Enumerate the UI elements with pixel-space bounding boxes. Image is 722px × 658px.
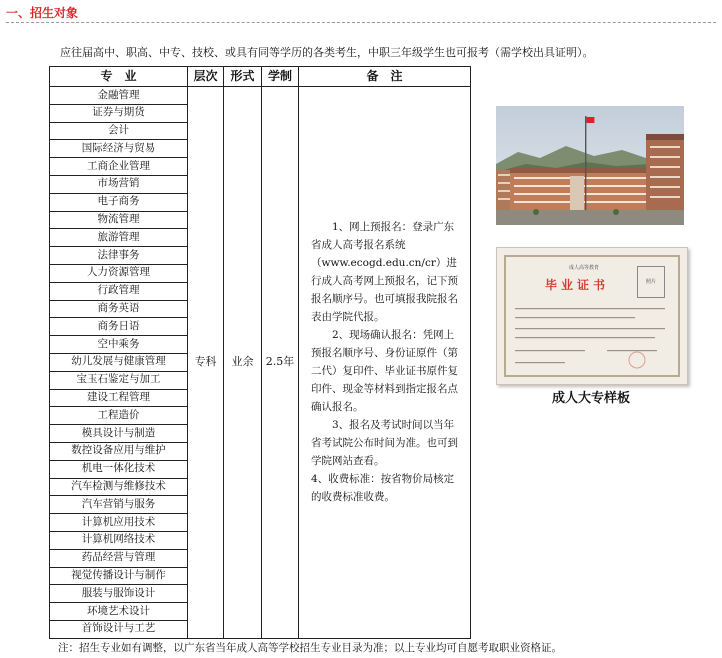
major-cell: 药品经营与管理: [50, 549, 188, 567]
note-paragraph: 2、现场确认报名：凭网上预报名顺序号、身份证原件（第二代）复印件、毕业证书原件复印件、现金等材料到指定报名点确认报名。: [311, 329, 458, 414]
major-cell: 电子商务: [50, 193, 188, 211]
major-cell: 幼儿发展与健康管理: [50, 353, 188, 371]
certificate-sample: [496, 247, 688, 385]
table-row: [50, 87, 471, 105]
major-cell: 机电一体化技术: [50, 460, 188, 478]
major-cell: 视觉传播设计与制作: [50, 567, 188, 585]
certificate-header: 成人高等教育: [569, 265, 600, 271]
enrollment-table: [49, 66, 471, 639]
header-notes: 备 注: [299, 67, 471, 87]
header-form: 形式: [224, 67, 262, 87]
major-cell: 建设工程管理: [50, 389, 188, 407]
major-cell: 行政管理: [50, 282, 188, 300]
campus-photo: [496, 106, 684, 225]
major-cell: 工商企业管理: [50, 158, 188, 176]
heading-divider: [6, 22, 716, 23]
notes-cell: [299, 87, 471, 639]
major-cell: 首饰设计与工艺: [50, 620, 188, 638]
major-cell: 空中乘务: [50, 336, 188, 354]
section-heading: 一、招生对象: [6, 6, 79, 20]
table-header-row: [50, 67, 471, 87]
major-cell: 汽车营销与服务: [50, 496, 188, 514]
campus-photo-graphic: [496, 106, 684, 225]
major-cell: 工程造价: [50, 407, 188, 425]
major-cell: 人力资源管理: [50, 264, 188, 282]
major-cell: 金融管理: [50, 87, 188, 105]
certificate-text-lines: [497, 248, 687, 384]
certificate-caption: 成人大专样板: [551, 391, 630, 406]
major-cell: 物流管理: [50, 211, 188, 229]
major-cell: 商务英语: [50, 300, 188, 318]
header-duration: 学制: [262, 67, 299, 87]
intro-text: 应往届高中、职高、中专、技校、或具有同等学历的各类考生，中职三年级学生也可报考（需学校出具证明）。: [60, 46, 594, 59]
duration-cell: 2.5年: [262, 87, 299, 639]
major-cell: 计算机应用技术: [50, 514, 188, 532]
note-paragraph: 4、收费标准：按省物价局核定的收费标准收费。: [311, 473, 455, 504]
major-cell: 数控设备应用与维护: [50, 442, 188, 460]
major-cell: 汽车检测与维修技术: [50, 478, 188, 496]
header-level: 层次: [188, 67, 224, 87]
major-cell: 旅游管理: [50, 229, 188, 247]
major-cell: 市场营销: [50, 175, 188, 193]
major-cell: 模具设计与制造: [50, 425, 188, 443]
note-paragraph: 3、报名及考试时间以当年省考试院公布时间为准。也可到学院网站查看。: [311, 419, 458, 468]
form-cell: 业余: [224, 87, 262, 639]
header-major: 专 业: [50, 67, 188, 87]
major-cell: 证券与期货: [50, 104, 188, 122]
major-cell: 商务日语: [50, 318, 188, 336]
major-cell: 国际经济与贸易: [50, 140, 188, 158]
major-cell: 计算机网络技术: [50, 531, 188, 549]
major-cell: 服装与服饰设计: [50, 585, 188, 603]
major-cell: 法律事务: [50, 247, 188, 265]
footer-note: 注：招生专业如有调整，以广东省当年成人高等学校招生专业目录为准；以上专业均可自愿考取职业资格证。: [58, 642, 562, 654]
note-paragraph: 1、网上预报名：登录广东省成人高考报名系统（www.ecogd.edu.cn/cr）进行成人高考网上预报名，记下预报名顺序号。也可填报我院报名表由学院代报。: [311, 221, 458, 324]
certificate-title: 毕业证书: [545, 278, 610, 292]
level-cell: 专科: [188, 87, 224, 639]
certificate-photo-label: 照片: [645, 279, 656, 285]
major-cell: 会计: [50, 122, 188, 140]
major-cell: 环境艺术设计: [50, 603, 188, 621]
major-cell: 宝玉石鉴定与加工: [50, 371, 188, 389]
table-body: [50, 87, 471, 639]
